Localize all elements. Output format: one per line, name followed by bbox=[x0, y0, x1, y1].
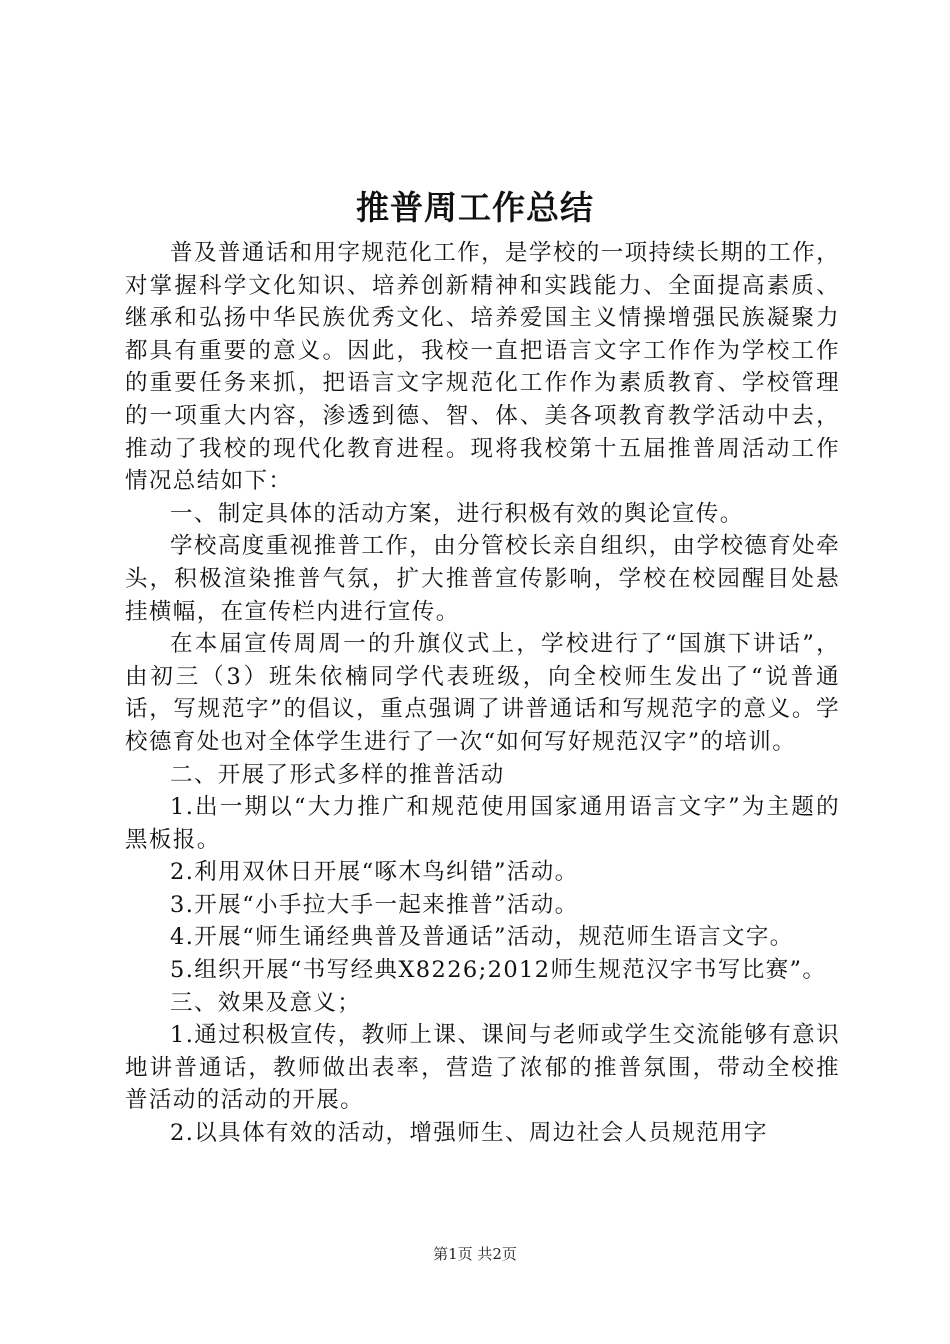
section-heading-3: 三、效果及意义； bbox=[170, 989, 362, 1016]
effect-item-2: 2.以具体有效的活动，增强师生、周边社会人员规范用字 bbox=[170, 1120, 768, 1147]
section-heading-1: 一、制定具体的活动方案，进行积极有效的舆论宣传。 bbox=[170, 500, 744, 527]
list-item-2: 2.利用双休日开展“啄木鸟纠错”活动。 bbox=[170, 859, 579, 886]
paragraph-publicity: 学校高度重视推普工作，由分管校长亲自组织，由学校德育处牵头，积极渲染推普气氛，扩大推普宣传影响，学校在校园醒目处悬挂横幅，在宣传栏内进行宣传。 bbox=[125, 533, 840, 625]
list-item-3: 3.开展“小手拉大手一起来推普”活动。 bbox=[170, 891, 579, 918]
document-body bbox=[125, 237, 840, 1150]
list-item-4: 4.开展“师生诵经典普及普通话”活动，规范师生语言文字。 bbox=[170, 924, 794, 951]
list-item-1: 1.出一期以“大力推广和规范使用国家通用语言文字”为主题的黑板报。 bbox=[125, 794, 840, 853]
paragraph-intro: 普及普通话和用字规范化工作，是学校的一项持续长期的工作，对掌握科学文化知识、培养创新精神和实践能力、全面提高素质、继承和弘扬中华民族优秀文化、培养爱国主义情操增强民族凝聚力都具有重要的意义。因此，我校一直把语言文字工作作为学校工作的重要任务来抓，把语言文字规范化工作作为素质教育、学校管理的一项重大内容，渗透到德、智、体、美各项教育教学活动中去，推动了我校的现代化教育进程。现将我校第十五届推普周活动工作情况总结如下： bbox=[125, 240, 840, 495]
paragraph-flag-ceremony: 在本届宣传周周一的升旗仪式上，学校进行了“国旗下讲话”，由初三（3）班朱依楠同学代表班级，向全校师生发出了“说普通话，写规范字”的倡议，重点强调了讲普通话和写规范字的意义。学校德育处也对全体学生进行了一次“如何写好规范汉字”的培训。 bbox=[125, 631, 840, 755]
list-item-5: 5.组织开展“书写经典X8226;2012师生规范汉字书写比赛”。 bbox=[170, 957, 827, 984]
page-title: 推普周工作总结 bbox=[356, 188, 594, 227]
effect-item-1: 1.通过积极宣传，教师上课、课间与老师或学生交流能够有意识地讲普通话，教师做出表率，营造了浓郁的推普氛围，带动全校推普活动的活动的开展。 bbox=[125, 1022, 840, 1114]
section-heading-2: 二、开展了形式多样的推普活动 bbox=[170, 761, 505, 788]
page-footer: 第1页 共2页 bbox=[433, 1245, 517, 1263]
